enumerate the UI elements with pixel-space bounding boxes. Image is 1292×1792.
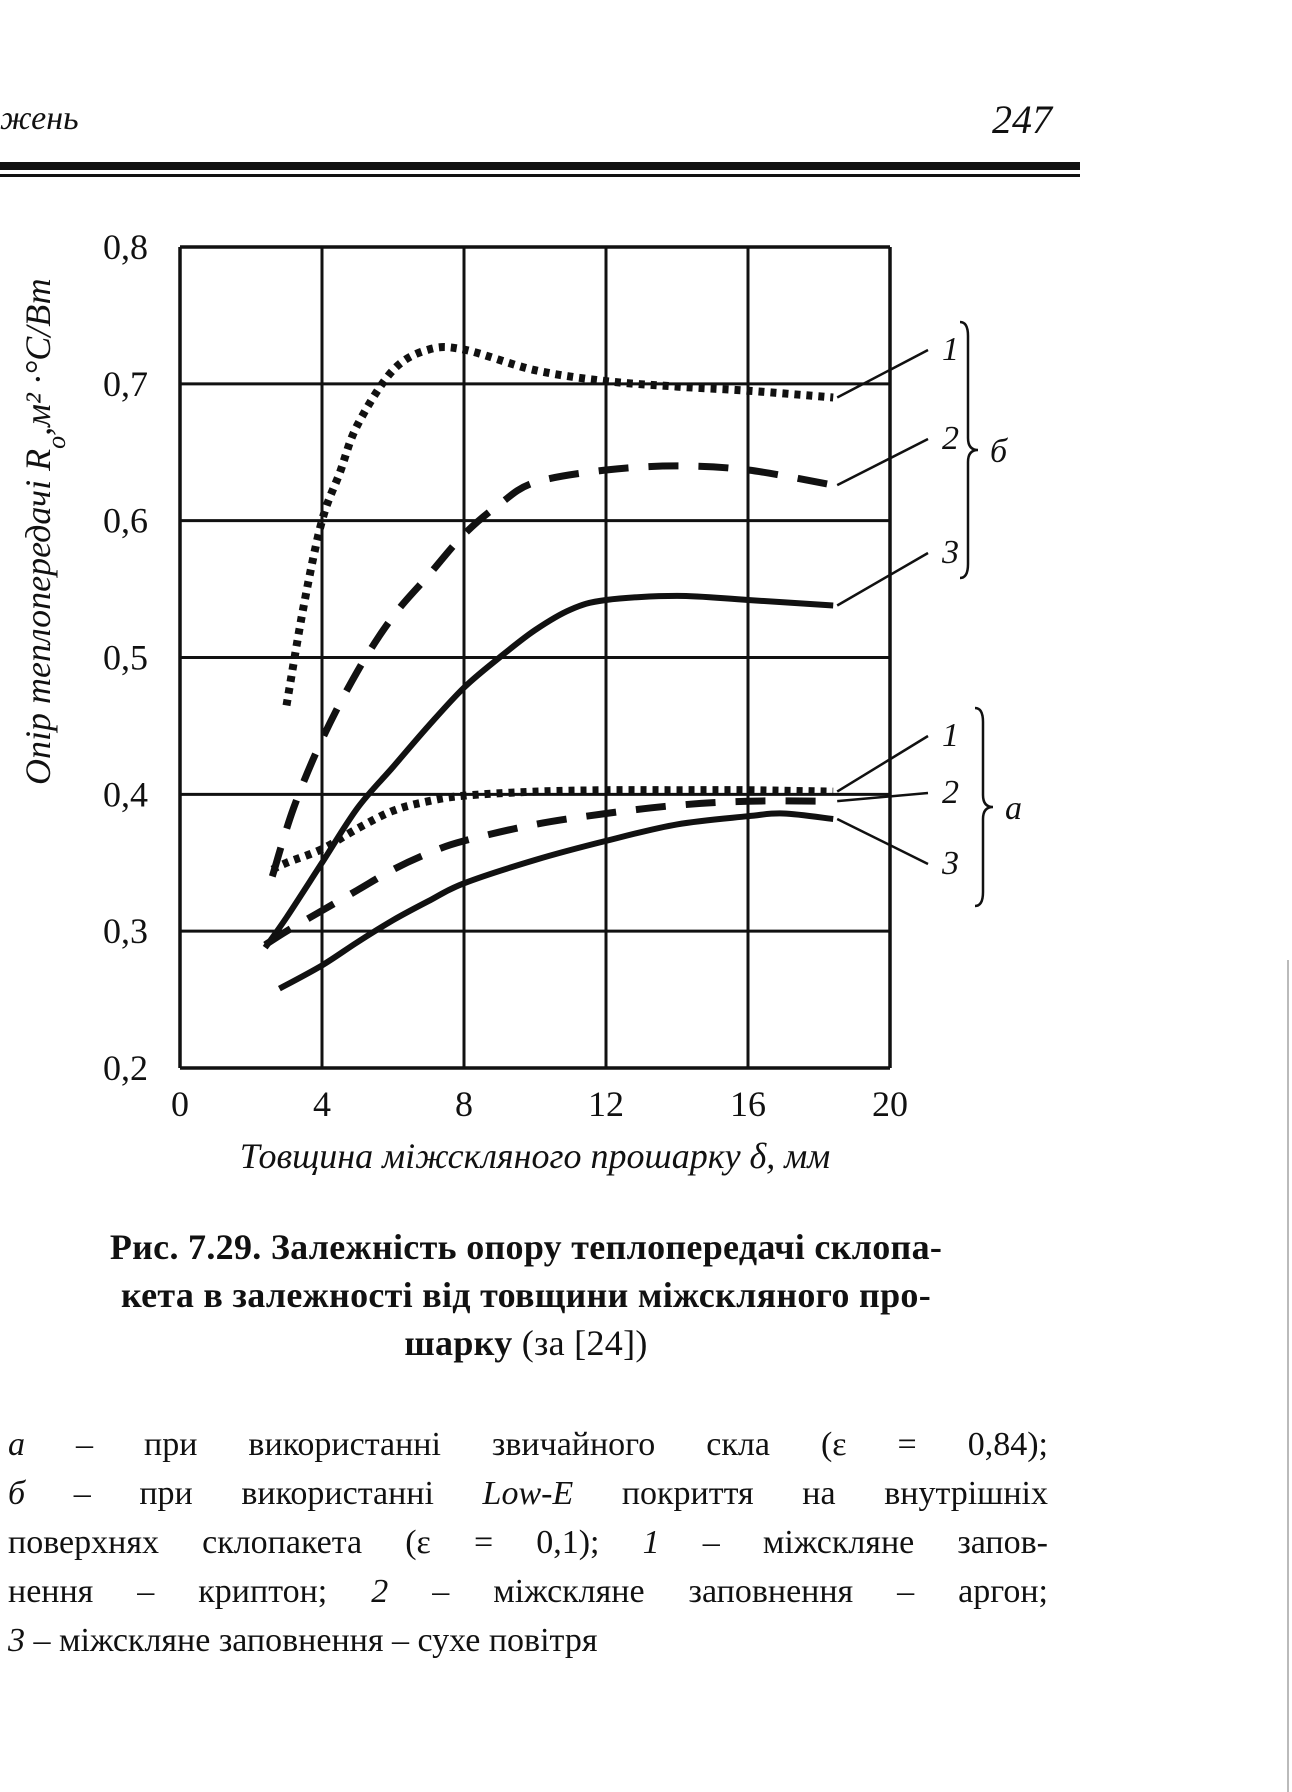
x-tick-label: 20 (872, 1084, 908, 1124)
figure-caption (20, 1223, 1032, 1367)
curve-number-label: 3 (942, 534, 959, 571)
y-tick-label: 0,2 (103, 1048, 148, 1088)
leader-line (837, 553, 928, 606)
legend-l4-pre: нення – криптон; (8, 1573, 372, 1610)
legend-b-marker: б (8, 1475, 26, 1512)
caption-reference: (за [24]) (512, 1323, 648, 1363)
caption-line-2: кета в залежності від товщини міжскляного про- (120, 1275, 931, 1315)
legend-l5-post: – міжскляне заповнення – сухе повітря (25, 1622, 598, 1659)
legend-line-4 (8, 1567, 1048, 1616)
legend-line-1 (8, 1420, 1048, 1469)
caption-line-1: Рис. 7.29. Залежність опору теплопередачі склопа- (109, 1227, 943, 1267)
legend-l3-pre: поверхнях склопакета (ε = 0,1); (8, 1524, 643, 1561)
legend-n3: 3 (8, 1622, 25, 1659)
caption-line-3 (20, 1319, 1032, 1367)
legend-a-text: – при використанні звичайного скла (ε = 0,84); (25, 1426, 1048, 1463)
leader-line (837, 736, 928, 792)
caption-line-3-bold: шарку (404, 1323, 513, 1363)
legend-a-marker: а (8, 1426, 25, 1463)
group-brace-b (960, 322, 978, 578)
group-brace-a (975, 708, 993, 906)
page-number: 247 (992, 97, 1052, 142)
legend-line-3 (8, 1518, 1048, 1567)
legend-line-2 (8, 1469, 1048, 1518)
legend-b-text: – при використанні (25, 1475, 483, 1512)
y-tick-label: 0,6 (103, 500, 148, 541)
group-label-b: б (990, 433, 1008, 470)
leader-line (837, 350, 928, 398)
y-tick-label: 0,7 (103, 363, 148, 404)
series-line-b-1 (287, 347, 834, 705)
chart-annotations (837, 322, 1022, 906)
x-tick-label: 4 (313, 1084, 331, 1124)
chart (0, 200, 1120, 1190)
page-edge-line (1287, 960, 1289, 1792)
legend-l4-post: – міжскляне заповнення – аргон; (388, 1573, 1048, 1610)
curve-number-label: 1 (942, 717, 959, 754)
header-rule-thick (0, 162, 1080, 170)
chart-ticks (103, 227, 908, 1124)
legend-l3-post: – міжскляне запов- (659, 1524, 1048, 1561)
x-tick-label: 0 (171, 1084, 189, 1124)
y-axis-label (18, 278, 71, 785)
group-label-a: а (1005, 790, 1022, 827)
y-axis-label-sub: o (41, 435, 71, 449)
x-tick-label: 12 (588, 1084, 624, 1124)
curve-number-label: 3 (942, 845, 959, 882)
legend-lowe: Low-E (482, 1475, 574, 1512)
legend-b-text-rest: покриття на внутрішніх (573, 1475, 1048, 1512)
y-tick-label: 0,5 (103, 637, 148, 678)
header-rule-thin (0, 174, 1080, 177)
y-tick-label: 0,3 (103, 911, 148, 952)
curve-number-label: 2 (942, 420, 959, 457)
y-axis-label-main: Опір теплопередачі R (18, 448, 58, 785)
y-tick-label: 0,4 (103, 774, 148, 815)
y-axis-label-units: ,м² ·°С/Вт (18, 278, 58, 436)
running-title: жень (0, 100, 79, 137)
leader-line (837, 819, 928, 864)
legend-n1: 1 (642, 1524, 660, 1561)
figure-legend (8, 1420, 1048, 1665)
curve-number-label: 1 (942, 331, 959, 368)
y-tick-label: 0,8 (103, 227, 148, 267)
x-tick-label: 8 (455, 1084, 473, 1124)
curve-number-label: 2 (942, 774, 959, 811)
legend-n2: 2 (371, 1573, 389, 1610)
leader-line (837, 439, 928, 485)
x-tick-label: 16 (730, 1084, 766, 1124)
legend-line-5 (8, 1616, 1048, 1665)
series-line-a-3 (279, 813, 833, 988)
x-axis-label: Товщина міжскляного прошарку δ, мм (239, 1136, 831, 1176)
